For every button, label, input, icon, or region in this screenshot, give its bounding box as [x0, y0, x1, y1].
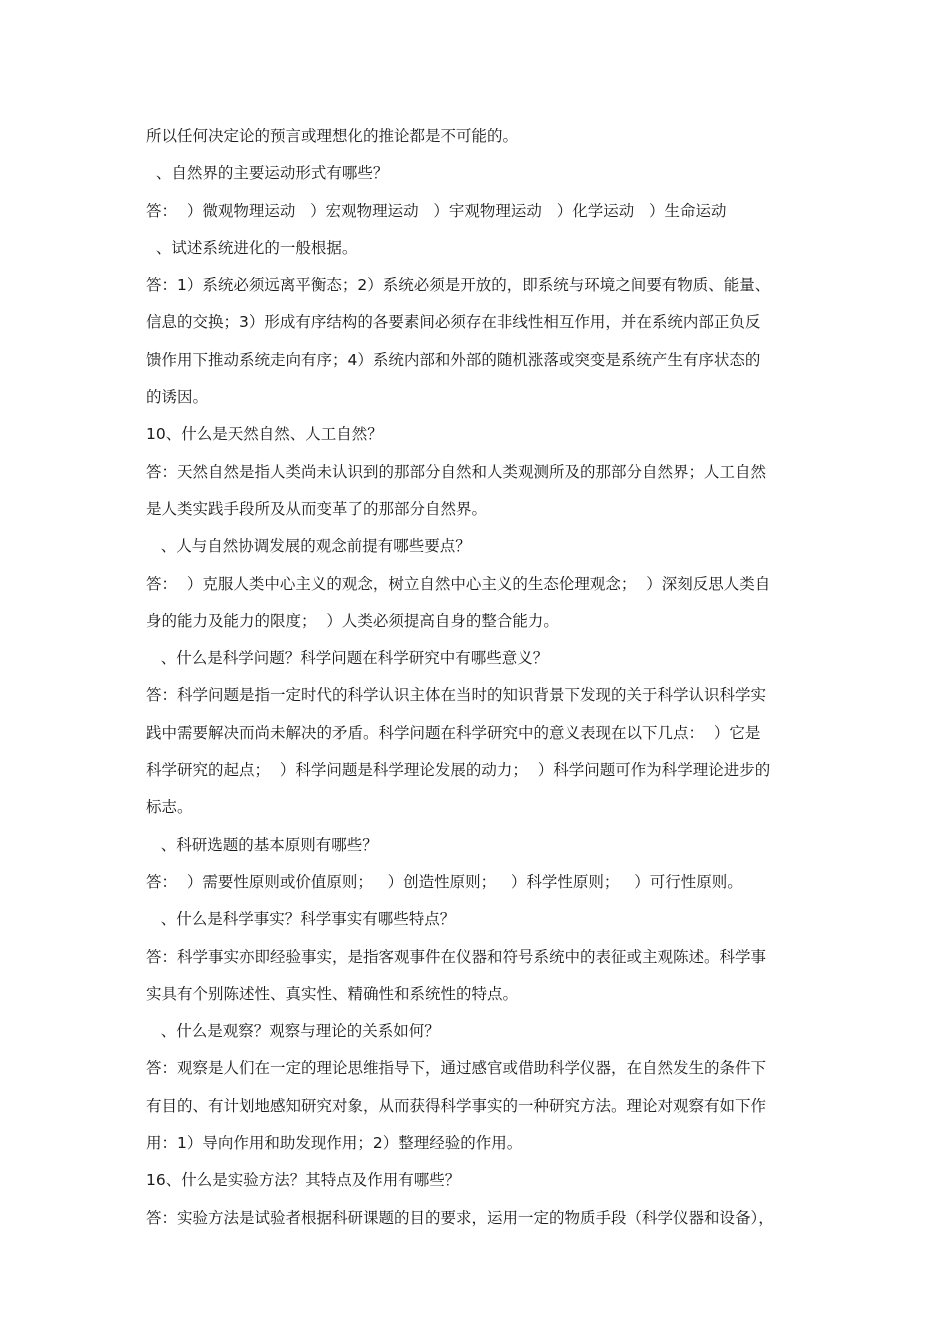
- answer-line: 践中需要解决而尚未解决的矛盾。科学问题在科学研究中的意义表现在以下几点： ）它是: [146, 723, 761, 742]
- question-line: 16、什么是实验方法？其特点及作用有哪些？: [146, 1171, 461, 1190]
- answer-line: 有目的、有计划地感知研究对象，从而获得科学事实的一种研究方法。理论对观察有如下作: [146, 1096, 767, 1115]
- question-line: 、科研选题的基本原则有哪些？: [146, 835, 378, 854]
- answer-line: 标志。: [146, 798, 193, 817]
- answer-line: 答：观察是人们在一定的理论思维指导下，通过感官或借助科学仪器，在自然发生的条件下: [146, 1059, 767, 1078]
- answer-line: 答： ）克服人类中心主义的观念，树立自然中心主义的生态伦理观念； ）深刻反思人类自: [146, 574, 771, 593]
- answer-line: 答：天然自然是指人类尚未认识到的那部分自然和人类观测所及的那部分自然界；人工自然: [146, 462, 767, 481]
- answer-line: 答：实验方法是试验者根据科研课题的目的要求，运用一定的物质手段（科学仪器和设备），: [146, 1208, 774, 1227]
- question-line: 、人与自然协调发展的观念前提有哪些要点？: [146, 537, 471, 556]
- document-body: [146, 118, 810, 1237]
- question-line: 、自然界的主要运动形式有哪些？: [146, 164, 389, 183]
- question-line: 、试述系统进化的一般根据。: [146, 238, 358, 257]
- answer-line: 身的能力及能力的限度； ）人类必须提高自身的整合能力。: [146, 611, 559, 630]
- question-line: 、什么是科学事实？科学事实有哪些特点？: [146, 910, 456, 929]
- answer-line: 答：科学问题是指一定时代的科学认识主体在当时的知识背景下发现的关于科学认识科学实: [146, 686, 767, 705]
- answer-line: 的诱因。: [146, 388, 209, 407]
- question-line: 、什么是科学问题？科学问题在科学研究中有哪些意义？: [146, 649, 549, 668]
- answer-line: 所以任何决定论的预言或理想化的推论都是不可能的。: [146, 127, 519, 145]
- answer-line: 实具有个别陈述性、真实性、精确性和系统性的特点。: [146, 984, 519, 1003]
- answer-line: 答： ）微观物理运动 ）宏观物理运动 ）宇观物理运动 ）化学运动 ）生命运动: [146, 201, 727, 220]
- question-line: 、什么是观察？观察与理论的关系如何？: [146, 1022, 440, 1041]
- answer-line: 答：1）系统必须远离平衡态；2）系统必须是开放的，即系统与环境之间要有物质、能量、: [146, 276, 771, 295]
- question-line: 10、什么是天然自然、人工自然？: [146, 425, 383, 444]
- answer-line: 科学研究的起点； ）科学问题是科学理论发展的动力； ）科学问题可作为科学理论进步的: [146, 761, 771, 780]
- answer-line: 答：科学事实亦即经验事实，是指客观事件在仪器和符号系统中的表征或主观陈述。科学事: [146, 947, 767, 966]
- answer-line: 用：1）导向作用和助发现作用；2）整理经验的作用。: [146, 1134, 523, 1153]
- answer-line: 馈作用下推动系统走向有序；4）系统内部和外部的随机涨落或突变是系统产生有序状态的: [146, 350, 761, 369]
- answer-line: 是人类实践手段所及从而变革了的那部分自然界。: [146, 499, 488, 518]
- answer-line: 答： ）需要性原则或价值原则； ）创造性原则； ）科学性原则； ）可行性原则。: [146, 872, 743, 891]
- answer-line: 信息的交换；3）形成有序结构的各要素间必须存在非线性相互作用，并在系统内部正负反: [146, 313, 761, 332]
